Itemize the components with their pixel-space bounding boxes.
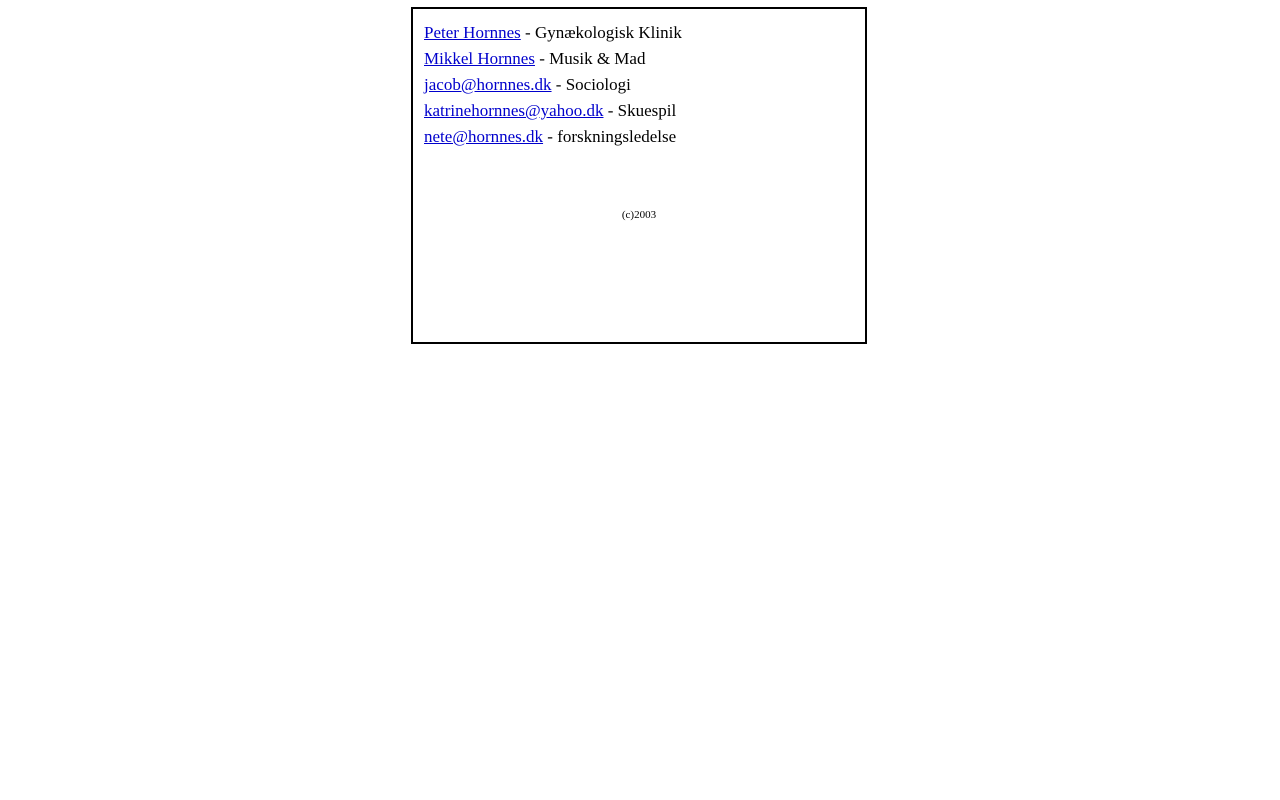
- list-item: [424, 98, 865, 124]
- list-item-description: - Musik & Mad: [534, 49, 646, 68]
- link-nete-email[interactable]: nete@hornnes.dk: [424, 127, 544, 146]
- link-peter-hornnes[interactable]: Peter Hornnes: [424, 23, 521, 42]
- link-list: [413, 9, 865, 150]
- list-item: [424, 72, 865, 98]
- list-item-description: - Sociologi: [551, 75, 631, 94]
- link-mikkel-hornnes[interactable]: Mikkel Hornnes: [424, 49, 535, 68]
- copyright-notice: (c)2003: [621, 209, 657, 221]
- list-item-description: - Gynækologisk Klinik: [520, 23, 682, 42]
- link-jacob-email[interactable]: jacob@hornnes.dk: [424, 75, 552, 94]
- list-item-description: - Skuespil: [603, 101, 677, 120]
- list-item: [424, 46, 865, 72]
- list-item: [424, 20, 865, 46]
- link-katrine-email[interactable]: katrinehornnes@yahoo.dk: [424, 101, 604, 120]
- list-item-description: - forskningsledelse: [543, 127, 677, 146]
- content-frame: [411, 7, 867, 344]
- list-item: [424, 124, 865, 150]
